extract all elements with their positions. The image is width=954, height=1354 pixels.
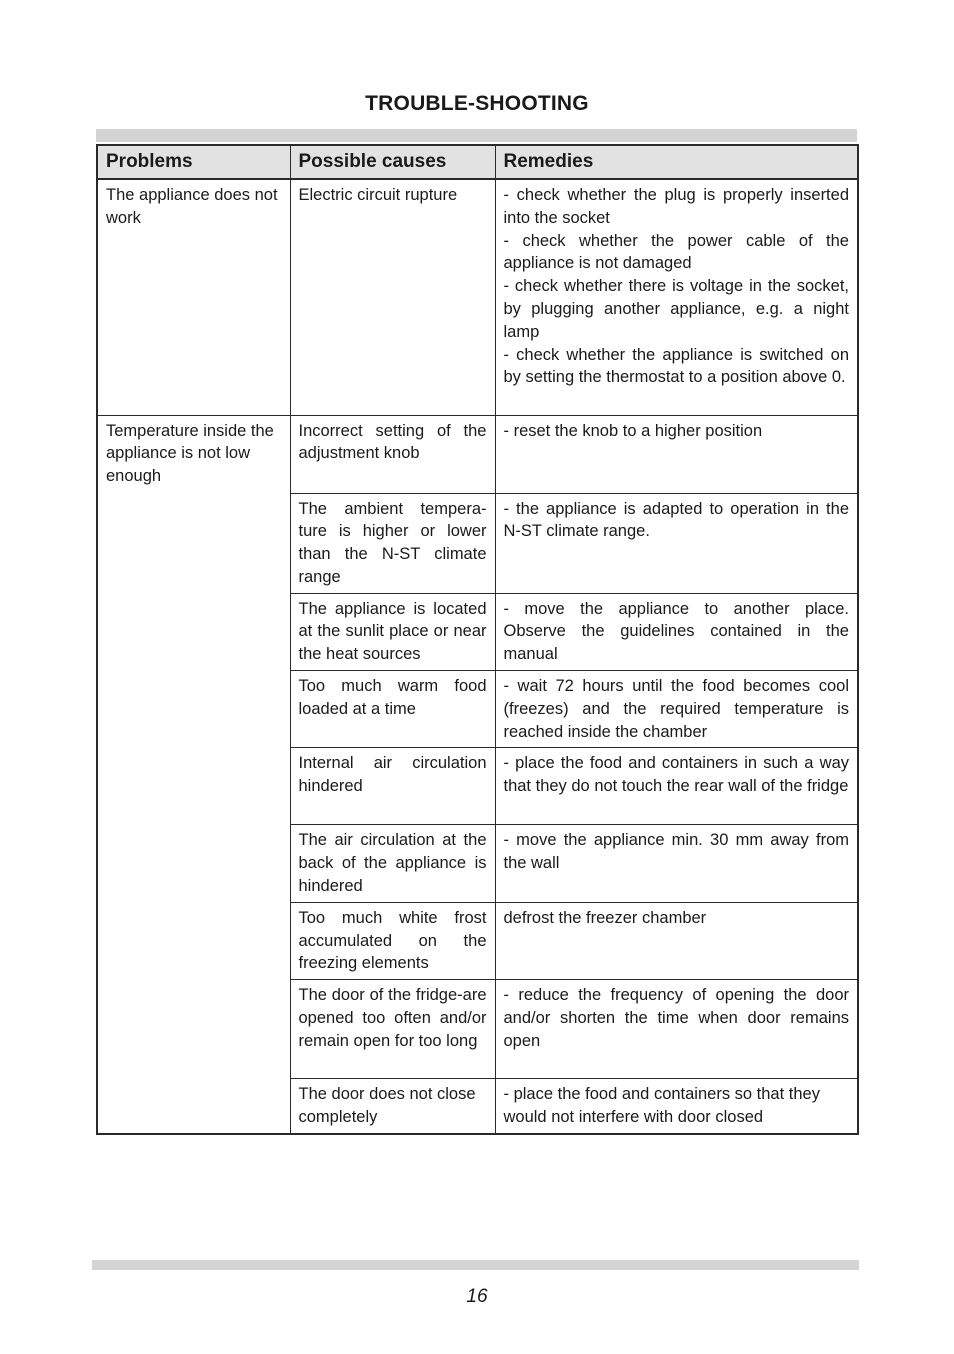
remedy-cell: defrost the freezer chamber bbox=[495, 902, 858, 979]
header-problems: Problems bbox=[97, 145, 290, 179]
remedy-cell: - place the food and containers so that they would not interfere with door closed bbox=[495, 1079, 858, 1134]
remedy-line: - check whether the appliance is switched on by setting the thermostat to a position above 0. bbox=[503, 345, 849, 387]
table-header-row bbox=[97, 145, 858, 179]
page-number: 16 bbox=[466, 1286, 488, 1307]
cause-cell: Incorrect setting of the adjustment knob bbox=[290, 415, 495, 493]
remedy-cell: - move the appliance min. 30 mm away from the wall bbox=[495, 825, 858, 902]
header-remedies: Remedies bbox=[495, 145, 858, 179]
remedy-cell: - place the food and containers in such a way that they do not touch the rear wall of the fridge bbox=[495, 748, 858, 825]
remedy-line: - check whether there is voltage in the socket, by plugging another appliance, e.g. a night lamp bbox=[503, 277, 849, 341]
header-possible-causes: Possible causes bbox=[290, 145, 495, 179]
bottom-divider-bar bbox=[92, 1260, 859, 1270]
cause-cell: Too much warm food loaded at a time bbox=[290, 671, 495, 748]
table-row bbox=[97, 415, 858, 493]
remedy-cell bbox=[495, 179, 858, 415]
cause-cell: The appliance is located at the sunlit place or near the heat sources bbox=[290, 593, 495, 670]
problem-cell: The appliance does not work bbox=[97, 179, 290, 415]
remedy-cell: - reset the knob to a higher position bbox=[495, 415, 858, 493]
remedy-line: - check whether the power cable of the appliance is not damaged bbox=[503, 231, 849, 273]
remedy-cell: - reduce the frequency of opening the door and/or shorten the time when door remains open bbox=[495, 980, 858, 1079]
cause-cell: The door does not close completely bbox=[290, 1079, 495, 1134]
troubleshooting-table bbox=[96, 144, 859, 1135]
cause-cell: The door of the fridge-are opened too often and/or remain open for too long bbox=[290, 980, 495, 1079]
remedy-cell: - wait 72 hours until the food becomes cool (freezes) and the required temperature is reached inside the chamber bbox=[495, 671, 858, 748]
remedy-cell: - the appliance is adapted to operation in the N-ST climate range. bbox=[495, 493, 858, 593]
remedy-cell: - move the appliance to another place. Observe the guidelines contained in the manual bbox=[495, 593, 858, 670]
cause-cell: The ambient tempera-ture is higher or lower than the N-ST climate range bbox=[290, 493, 495, 593]
page-title: TROUBLE-SHOOTING bbox=[365, 92, 589, 115]
cause-cell: Internal air circulation hindered bbox=[290, 748, 495, 825]
cause-cell: The air circulation at the back of the appliance is hindered bbox=[290, 825, 495, 902]
top-divider-bar bbox=[96, 129, 857, 142]
cause-cell: Too much white frost accumulated on the freezing elements bbox=[290, 902, 495, 979]
problem-cell: Temperature inside the appliance is not low enough bbox=[97, 415, 290, 1134]
table-row bbox=[97, 179, 858, 415]
remedy-line: - check whether the plug is properly inserted into the socket bbox=[503, 186, 849, 227]
cause-cell: Electric circuit rupture bbox=[290, 179, 495, 415]
